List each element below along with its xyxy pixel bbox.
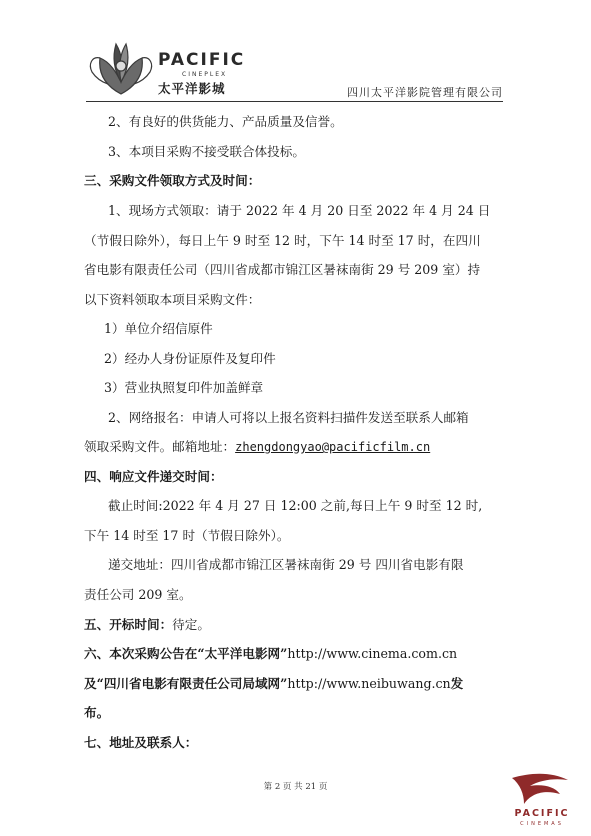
section-heading-6-end: 布。: [84, 705, 110, 720]
requirement-3: 3、本项目采购不接受联合体投标。: [108, 144, 305, 159]
header-logo: [86, 36, 266, 100]
section-heading-7: 七、地址及联系人：: [84, 735, 198, 750]
footer-logo: [502, 770, 582, 830]
section-heading-5: [84, 617, 514, 633]
cinema-url-link[interactable]: http://www.cinema.com.cn: [287, 646, 458, 661]
footer-wordmark: PACIFIC: [514, 808, 570, 819]
paragraph-line: 递交地址：四川省成都市锦江区暑袜南街 29 号 四川省电影有限: [108, 557, 464, 572]
paragraph-line: 2、网络报名：申请人可将以上报名资料扫描件发送至联系人邮箱: [108, 410, 469, 425]
heading-6-text: 六、本次采购公告在“太平洋电影网”: [84, 646, 288, 661]
section-heading-5-value: 待定。: [172, 617, 210, 632]
section-heading-3: 三、采购文件领取方式及时间：: [84, 173, 261, 188]
paragraph-line: 以下资料领取本项目采购文件：: [84, 292, 261, 307]
requirement-2: 2、有良好的供货能力、产品质量及信誉。: [108, 114, 343, 129]
email-link[interactable]: zhengdongyao@pacificfilm.cn: [235, 440, 431, 454]
lotus-emblem-icon: [86, 36, 156, 98]
heading-6-text: 发: [450, 676, 464, 691]
list-item: 3）营业执照复印件加盖鲜章: [104, 380, 264, 395]
list-item: 2）经办人身份证原件及复印件: [104, 351, 276, 366]
logo-subtitle: CINEPLEX: [182, 71, 228, 78]
paragraph-line: （节假日除外），每日上午 9 时至 12 时，下午 14 时至 17 时，在四川: [84, 233, 481, 248]
logo-chinese-name: 太平洋影城: [158, 81, 226, 96]
heading-6-text: 及“四川省电影有限责任公司局域网”: [84, 676, 288, 691]
section-heading-6-cont: [84, 676, 514, 692]
section-heading-5-label: 五、开标时间：: [84, 617, 173, 632]
paragraph-line: 责任公司 209 室。: [84, 587, 192, 602]
paragraph-line: [84, 439, 514, 455]
email-prefix: 领取采购文件。邮箱地址：: [84, 439, 236, 454]
swoosh-emblem-icon: [502, 770, 582, 808]
paragraph-line: 1、现场方式领取：请于 2022 年 4 月 20 日至 2022 年 4 月 24 日: [108, 203, 491, 218]
page-number: 第 2 页 共 21 页: [263, 782, 328, 792]
header-divider: [86, 101, 503, 102]
section-heading-6: [84, 646, 514, 662]
company-name: 四川太平洋影院管理有限公司: [347, 86, 503, 99]
section-heading-4: 四、响应文件递交时间：: [84, 469, 223, 484]
paragraph-line: 截止时间:2022 年 4 月 27 日 12:00 之前,每日上午 9 时至 12 时,: [108, 498, 483, 513]
neibuwang-url-link[interactable]: http://www.neibuwang.cn: [287, 676, 451, 691]
footer-subtitle: CINEMAS: [520, 821, 564, 827]
list-item: 1）单位介绍信原件: [104, 321, 213, 336]
paragraph-line: 下午 14 时至 17 时（节假日除外）。: [84, 528, 290, 543]
paragraph-line: 省电影有限责任公司（四川省成都市锦江区暑袜南街 29 号 209 室）持: [84, 262, 481, 277]
logo-wordmark: PACIFIC: [158, 50, 246, 70]
